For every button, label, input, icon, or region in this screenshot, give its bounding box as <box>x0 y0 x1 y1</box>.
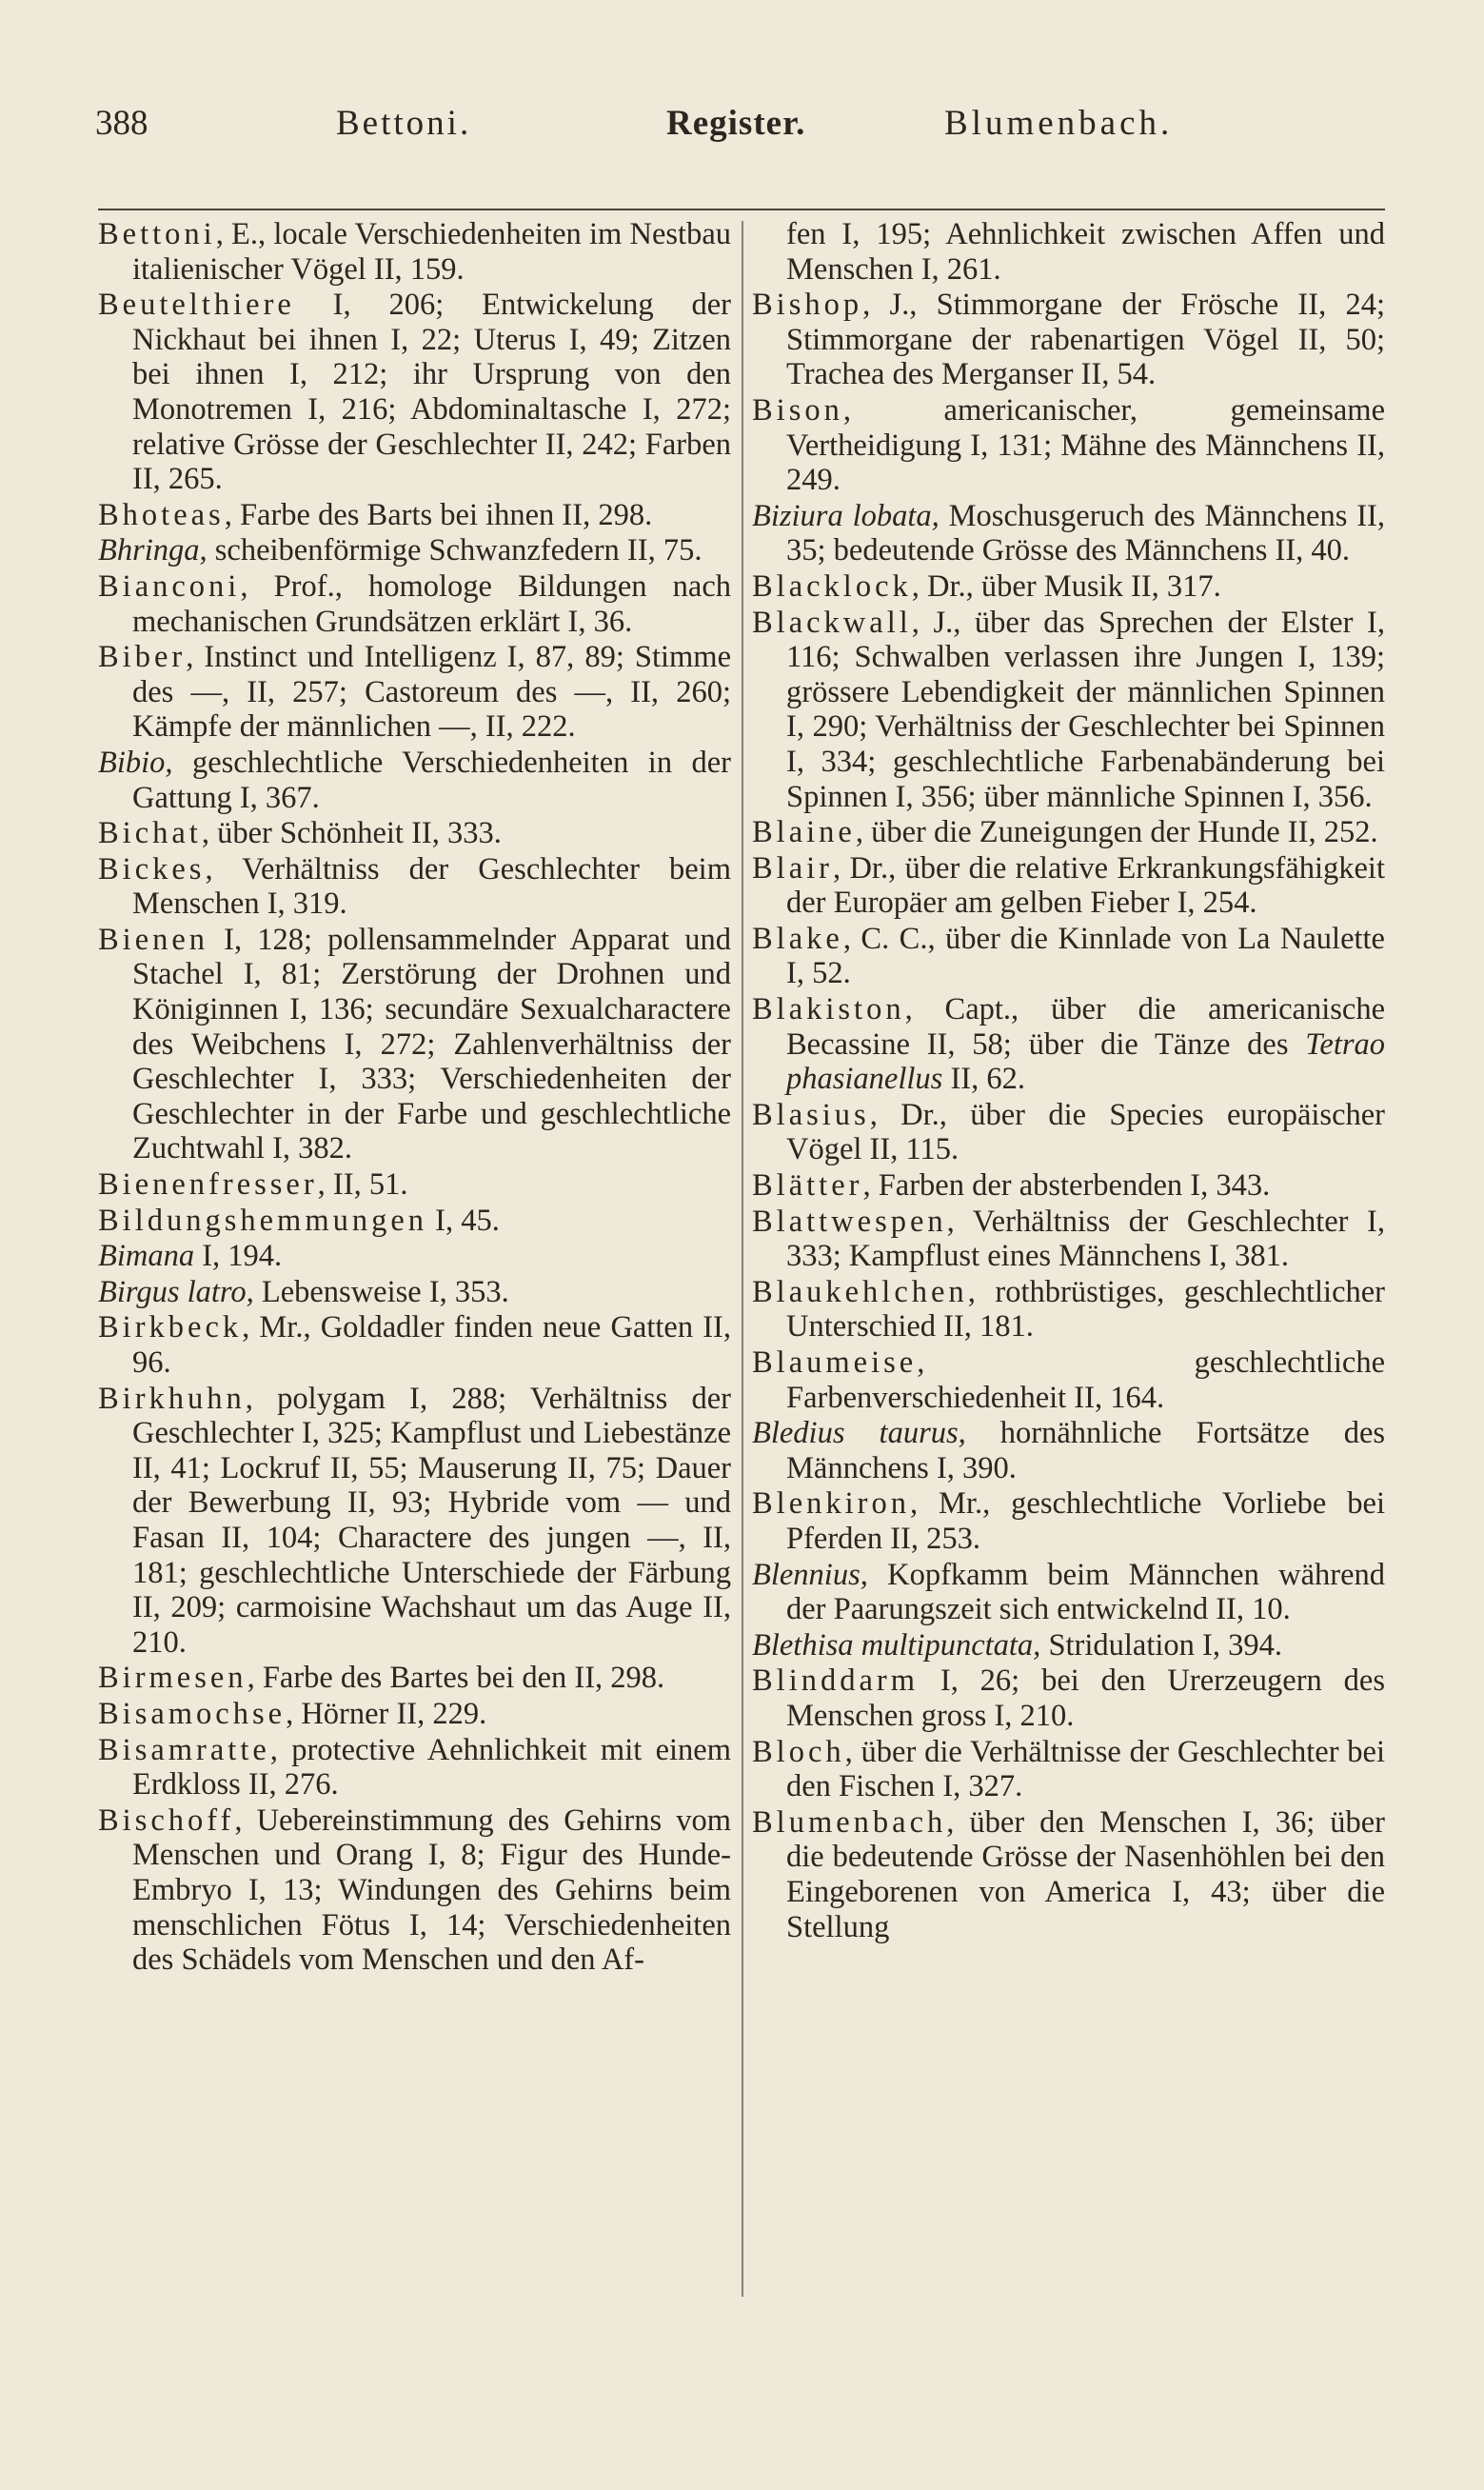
index-entry <box>752 1558 1385 1627</box>
index-entry <box>98 498 731 533</box>
index-entry <box>98 288 731 497</box>
index-entry <box>98 1803 731 1978</box>
index-entry <box>752 569 1385 605</box>
index-entry-text: , americanischer, gemeinsame Vertheidigung I, 131; Mähne des Männchens II, 249. <box>786 392 1385 498</box>
index-entry-text: hornähnliche Fortsätze des Männchens I, 390. <box>786 1416 1385 1485</box>
index-entry-text: , Verhältniss der Geschlechter I, 333; Kampflust eines Männchens I, 381. <box>786 1204 1385 1274</box>
index-entry <box>752 1098 1385 1167</box>
index-entry-text: , E., locale Verschiedenheiten im Nestbau italienischer Vögel II, 159. <box>132 217 731 287</box>
index-entry <box>752 1628 1385 1663</box>
index-entry <box>98 1697 731 1732</box>
index-entry-keyword: Bianconi <box>98 568 241 604</box>
index-entry-text: , über die Zuneigungen der Hunde II, 252. <box>855 815 1378 850</box>
index-entry <box>752 922 1385 991</box>
index-entry <box>98 569 731 639</box>
page-number: 388 <box>95 104 148 143</box>
index-entry-keyword: Blaukehlchen <box>752 1274 968 1309</box>
index-entry-text: scheibenförmige Schwanzfedern II, 75. <box>207 533 702 568</box>
index-entry-keyword: Bickes <box>98 851 206 886</box>
index-entry-text: , Prof., homologe Bildungen nach mechanischen Grundsätzen erklärt I, 36. <box>132 568 731 639</box>
index-entry-text: Lebensweise I, 353. <box>253 1274 509 1309</box>
index-entry-keyword: Birmesen <box>98 1661 247 1696</box>
index-entry-keyword: Blinddarm <box>752 1663 920 1699</box>
index-entry-keyword: Blasius <box>752 1097 870 1132</box>
index-entry-text: , II, 51. <box>317 1167 408 1203</box>
index-entry-keyword: Bildungshemmungen <box>98 1203 428 1238</box>
index-entry-text: , Hörner II, 229. <box>286 1696 487 1731</box>
index-entry-keyword: Bisamochse <box>98 1696 287 1731</box>
index-entry <box>752 815 1385 850</box>
index-entry-keyword: Blair <box>752 850 833 886</box>
index-entry <box>752 1275 1385 1345</box>
index-entry <box>98 1310 731 1380</box>
index-entry-text: fen I, 195; Aehnlichkeit zwischen Affen und Menschen I, 261. <box>786 217 1385 287</box>
index-entry-keyword: Bettoni <box>98 217 216 251</box>
index-entry-text: I, 194. <box>194 1239 283 1274</box>
index-entry-keyword: Birkbeck <box>98 1310 243 1345</box>
index-entry-keyword: Bibio, <box>98 745 173 780</box>
index-entry <box>752 288 1385 392</box>
index-entry <box>752 1416 1385 1485</box>
index-entry <box>98 1167 731 1203</box>
index-entry <box>98 746 731 815</box>
index-entry-text: I, 206; Entwickelung der Nickhaut bei ihnen I, 22; Uterus I, 49; Zitzen bei ihnen I, 212; ihr Ursprung von den Monotremen I, 216; Abdominaltasche I, 272; relative Grösse der Geschlechter II, 242; Farben II, 265. <box>132 288 731 497</box>
index-entry-text: I, 128; pollensammelnder Apparat und Stachel I, 81; Zerstörung der Drohnen und Königinnen I, 136; secundäre Sexualcharactere des Weibchens I, 272; Zahlenverhältniss der Geschlechter I, 333; Verschiedenheiten der Geschlechter in der Farbe und geschlechtliche Zuchtwahl I, 382. <box>132 922 731 1166</box>
index-entry <box>98 1382 731 1661</box>
index-entry <box>98 816 731 851</box>
index-entry <box>98 1275 731 1310</box>
index-entry-keyword: Bhringa, <box>98 533 208 568</box>
index-entry-keyword: Blaine <box>752 815 856 850</box>
index-entry-text: , C. C., über die Kinnlade von La Naulette I, 52. <box>786 921 1385 991</box>
index-entry-text: , Mr., geschlechtliche Vorliebe bei Pferden II, 253. <box>786 1486 1385 1556</box>
index-entry-keyword: Blenkiron <box>752 1486 910 1522</box>
index-entry-text: Stridulation I, 394. <box>1040 1627 1282 1663</box>
index-entry <box>98 1204 731 1239</box>
index-entry <box>98 533 731 568</box>
index-entry-text: , Uebereinstimmung des Gehirns vom Menschen und Orang I, 8; Figur des Hunde-Embryo I, 13; Windungen des Gehirns beim menschlichen Fötus I, 14; Verschiedenheiten des Schädels vom Menschen und den Af- <box>132 1803 731 1978</box>
index-entry-keyword: Bischoff <box>98 1803 235 1838</box>
index-entry-text: , J., Stimmorgane der Frösche II, 24; Stimmorgane der rabenartigen Vögel II, 50; Trachea des Merganser II, 54. <box>786 288 1385 392</box>
index-entry-text: , über den Menschen I, 36; über die bedeutende Grösse der Nasenhöhlen bei den Eingeborenen von America I, 43; über die Stellung <box>786 1804 1385 1944</box>
index-entry <box>752 1805 1385 1944</box>
index-entry <box>752 606 1385 815</box>
index-entry-keyword: Biziura lobata, <box>752 498 940 533</box>
index-entry <box>98 923 731 1166</box>
index-entry-keyword: Biber <box>98 640 187 675</box>
index-column-right <box>752 217 1385 2321</box>
index-entry-keyword: Beutelthiere <box>98 288 295 323</box>
index-entry-text: , Mr., Goldadler finden neue Gatten II, 96. <box>132 1310 731 1380</box>
index-entry-keyword: Blaumeise <box>752 1345 918 1380</box>
index-entry-text: , über die Verhältnisse der Geschlechter bei den Fischen I, 327. <box>786 1734 1385 1804</box>
index-entry-keyword: Bledius taurus, <box>752 1416 966 1451</box>
index-entry-italic-term: Tetrao phasianellus <box>786 1026 1385 1097</box>
running-head-title: Register. <box>666 104 806 143</box>
header-rule <box>98 209 1385 210</box>
index-entry-keyword: Blakiston <box>752 992 905 1027</box>
index-entry-keyword: Blattwespen <box>752 1204 947 1239</box>
index-entry <box>752 992 1385 1097</box>
page-header <box>95 103 1390 160</box>
index-entry <box>98 640 731 745</box>
index-entry <box>752 1486 1385 1556</box>
index-entry <box>98 217 731 287</box>
index-entry-keyword: Bichat <box>98 816 202 851</box>
index-entry-text: , Verhältniss der Geschlechter beim Menschen I, 319. <box>132 851 731 922</box>
index-entry-keyword: Bloch <box>752 1734 845 1769</box>
index-entry-text: , Dr., über Musik II, 317. <box>911 568 1221 604</box>
index-entry <box>98 1661 731 1696</box>
running-head-first-entry: Bettoni. <box>336 104 472 143</box>
index-entry-text: , Dr., über die Species europäischer Vögel II, 115. <box>786 1097 1385 1167</box>
index-entry-text: , Farbe des Bartes bei den II, 298. <box>247 1661 665 1696</box>
index-entry <box>752 1205 1385 1274</box>
index-entry-text: , Instinct und Intelligenz I, 87, 89; Stimme des —, II, 257; Castoreum des —, II, 260; Kämpfe der männlichen —, II, 222. <box>132 640 731 745</box>
index-entry-text: , J., über das Sprechen der Elster I, 116; Schwalben verlassen ihre Jungen I, 139; grössere Lebendigkeit der männlichen Spinnen I, 290; Verhältniss der Geschlechter bei Spinnen I, 334; geschlechtliche Farbenabänderung bei Spinnen I, 356; über männliche Spinnen I, 356. <box>786 605 1385 814</box>
index-entry-text: I, 26; bei den Urerzeugern des Menschen gross I, 210. <box>786 1663 1385 1733</box>
index-entry <box>98 1733 731 1803</box>
index-entry <box>752 1168 1385 1204</box>
index-entry-keyword: Bimana <box>98 1239 195 1274</box>
index-entry-keyword: Bienen <box>98 922 209 957</box>
index-entry-text: geschlechtliche Verschiedenheiten in der Gattung I, 367. <box>132 745 731 815</box>
index-entry <box>752 1735 1385 1804</box>
index-entry-text: , Capt., über die americanische Becassine II, 58; über die Tänze des <box>786 992 1385 1062</box>
index-entry-keyword: Blacklock <box>752 568 912 604</box>
index-entry <box>98 1239 731 1274</box>
index-entry-text: , geschlechtliche Farbenverschiedenheit II, 164. <box>786 1345 1385 1415</box>
index-entry-text: , über Schönheit II, 333. <box>201 816 502 851</box>
index-entry-keyword: Blethisa multipunctata, <box>752 1627 1041 1663</box>
index-entry-text: , Dr., über die relative Erkrankungsfähigkeit der Europäer am gelben Fieber I, 254. <box>786 850 1385 921</box>
index-entry-text: , Farbe des Barts bei ihnen II, 298. <box>224 497 653 532</box>
running-head-last-entry: Blumenbach. <box>944 104 1174 143</box>
index-entry-keyword: Birgus latro, <box>98 1274 254 1309</box>
index-column-left <box>98 217 731 2321</box>
index-entry <box>752 217 1385 287</box>
index-entry-keyword: Blackwall <box>752 605 912 640</box>
index-entry-text: Moschusgeruch des Männchens II, 35; bedeutende Grösse des Männchens II, 40. <box>786 498 1385 568</box>
index-entry-keyword: Bhoteas <box>98 497 225 532</box>
index-entry <box>752 1345 1385 1415</box>
index-entry-text-tail: II, 62. <box>942 1062 1025 1097</box>
index-entry-keyword: Blumenbach <box>752 1804 947 1840</box>
index-entry-text: , Farben der absterbenden I, 343. <box>862 1168 1271 1204</box>
index-entry <box>98 852 731 922</box>
index-entry-text: , rothbrüstiges, geschlechtlicher Unterschied II, 181. <box>786 1274 1385 1345</box>
index-entry-keyword: Bisamratte <box>98 1732 270 1767</box>
index-entry-keyword: Bienenfresser <box>98 1167 318 1203</box>
index-entry <box>752 393 1385 498</box>
index-entry-keyword: Bison <box>752 392 843 428</box>
index-entry <box>752 499 1385 568</box>
index-entry-keyword: Blake <box>752 921 843 956</box>
index-entry-keyword: Blätter <box>752 1168 863 1204</box>
index-entry <box>752 851 1385 921</box>
index-entry-text: I, 45. <box>427 1203 500 1238</box>
index-entry-text: , protective Aehnlichkeit mit einem Erdkloss II, 276. <box>132 1732 731 1803</box>
index-entry-text: Kopfkamm beim Männchen während der Paarungszeit sich entwickelnd II, 10. <box>786 1557 1385 1627</box>
index-entry-keyword: Blennius, <box>752 1557 868 1592</box>
index-entry <box>752 1663 1385 1733</box>
index-entry-text: , polygam I, 288; Verhältniss der Geschlechter I, 325; Kampflust und Liebestänze II, 41; Lockruf II, 55; Mauserung II, 75; Dauer der Bewerbung II, 93; Hybride vom — und Fasan II, 104; Charactere des jungen —, II, 181; geschlechtliche Unterschiede der Färbung II, 209; carmoisine Wachshaut um das Auge II, 210. <box>132 1381 731 1660</box>
index-entry-keyword: Bishop <box>752 288 863 323</box>
index-entry-keyword: Birkhuhn <box>98 1381 246 1416</box>
column-divider <box>742 221 743 2297</box>
